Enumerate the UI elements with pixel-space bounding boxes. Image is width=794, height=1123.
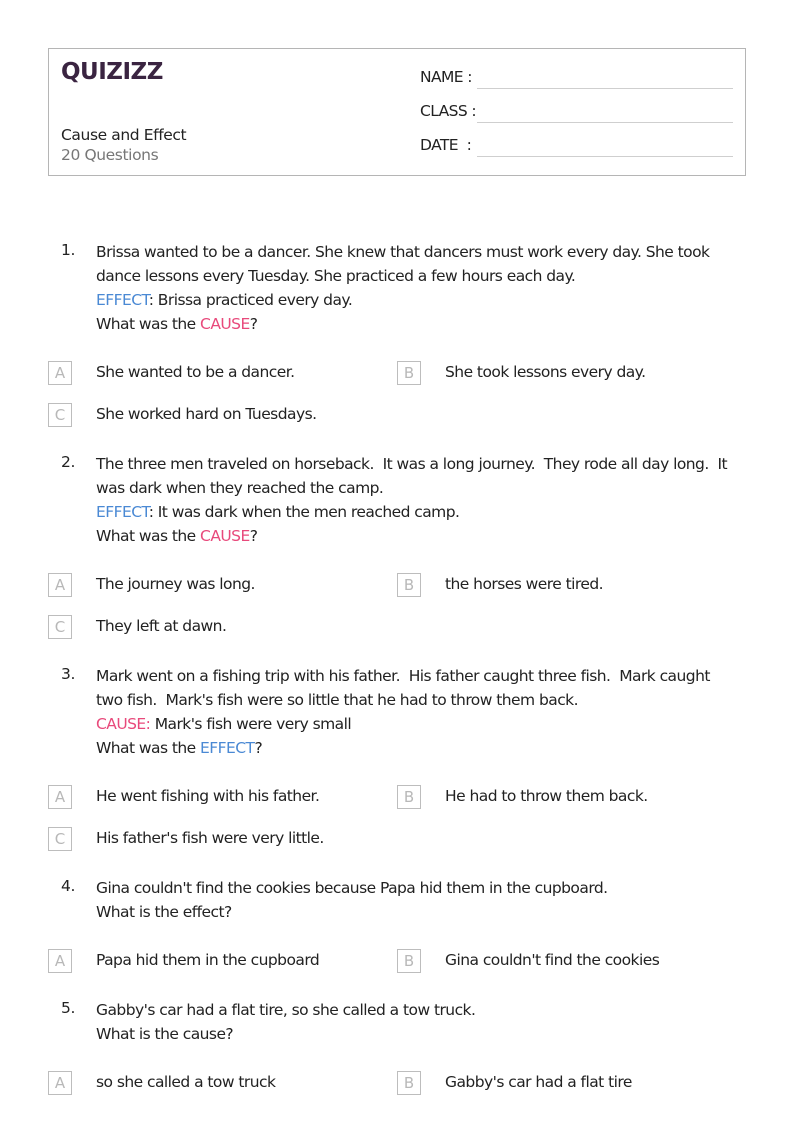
- option-b-text[interactable]: the horses were tired.: [445, 575, 603, 593]
- question-text: [96, 452, 741, 548]
- option-c-box[interactable]: C: [48, 827, 72, 851]
- question-line: What is the cause?: [96, 1025, 234, 1043]
- question-line: What is the effect?: [96, 903, 232, 921]
- class-field[interactable]: [420, 102, 734, 126]
- option-a-box[interactable]: A: [48, 785, 72, 809]
- question-text: [96, 240, 741, 336]
- prompt-suffix: ?: [249, 527, 258, 545]
- question-line: dance lessons every Tuesday. She practiced a few hours each day.: [96, 267, 576, 285]
- option-b-box[interactable]: B: [397, 949, 421, 973]
- worksheet-title: Cause and Effect: [61, 126, 187, 144]
- option-c-text[interactable]: She worked hard on Tuesdays.: [96, 405, 317, 423]
- given-text: Mark's fish were very small: [150, 715, 352, 733]
- prompt-suffix: ?: [254, 739, 263, 757]
- question-number: 4.: [61, 877, 75, 895]
- option-a-box[interactable]: A: [48, 1071, 72, 1095]
- date-line[interactable]: [477, 156, 733, 157]
- option-a-text[interactable]: Papa hid them in the cupboard: [96, 951, 320, 969]
- prompt: [96, 736, 741, 760]
- prompt-prefix: What was the: [96, 739, 201, 757]
- effect-label: EFFECT: [96, 291, 149, 309]
- option-a-text[interactable]: so she called a tow truck: [96, 1073, 276, 1091]
- prompt-suffix: ?: [249, 315, 258, 333]
- question-number: 5.: [61, 999, 75, 1017]
- date-field[interactable]: [420, 136, 734, 160]
- name-label: NAME :: [420, 68, 472, 86]
- effect-label: EFFECT: [96, 503, 149, 521]
- option-c-box[interactable]: C: [48, 615, 72, 639]
- option-b-text[interactable]: Gina couldn't find the cookies: [445, 951, 660, 969]
- question-line: Mark went on a fishing trip with his father. His father caught three fish. Mark caught: [96, 667, 710, 685]
- given-statement: [96, 712, 741, 736]
- class-line[interactable]: [477, 122, 733, 123]
- question-line: Gina couldn't find the cookies because Papa hid them in the cupboard.: [96, 879, 608, 897]
- cause-keyword: CAUSE: [200, 315, 250, 333]
- prompt-prefix: What was the: [96, 315, 201, 333]
- question-text: [96, 876, 741, 924]
- option-a-box[interactable]: A: [48, 361, 72, 385]
- given-text: It was dark when the men reached camp.: [153, 503, 460, 521]
- question-number: 1.: [61, 241, 75, 259]
- option-a-box[interactable]: A: [48, 949, 72, 973]
- question-line: was dark when they reached the camp.: [96, 479, 384, 497]
- quizizz-logo: QUIZIZZ: [61, 59, 163, 85]
- option-b-box[interactable]: B: [397, 361, 421, 385]
- effect-keyword: EFFECT: [200, 739, 255, 757]
- option-c-text[interactable]: His father's fish were very little.: [96, 829, 324, 847]
- cause-keyword: CAUSE: [200, 527, 250, 545]
- given-statement: [96, 500, 741, 524]
- option-a-text[interactable]: He went fishing with his father.: [96, 787, 320, 805]
- option-b-box[interactable]: B: [397, 1071, 421, 1095]
- given-statement: [96, 288, 741, 312]
- cause-label: CAUSE:: [96, 715, 151, 733]
- given-text: Brissa practiced every day.: [153, 291, 353, 309]
- question-line: Gabby's car had a flat tire, so she called a tow truck.: [96, 1001, 476, 1019]
- option-c-text[interactable]: They left at dawn.: [96, 617, 227, 635]
- worksheet-header: [48, 48, 746, 176]
- question-text: [96, 664, 741, 760]
- question-number: 2.: [61, 453, 75, 471]
- option-a-text[interactable]: The journey was long.: [96, 575, 255, 593]
- question-count: 20 Questions: [61, 146, 159, 164]
- option-c-box[interactable]: C: [48, 403, 72, 427]
- option-a-text[interactable]: She wanted to be a dancer.: [96, 363, 295, 381]
- question-line: The three men traveled on horseback. It was a long journey. They rode all day long. It: [96, 455, 728, 473]
- option-b-text[interactable]: He had to throw them back.: [445, 787, 648, 805]
- option-b-text[interactable]: She took lessons every day.: [445, 363, 646, 381]
- date-label: DATE :: [420, 136, 472, 154]
- option-b-box[interactable]: B: [397, 573, 421, 597]
- question-number: 3.: [61, 665, 75, 683]
- separator: :: [148, 291, 154, 309]
- option-a-box[interactable]: A: [48, 573, 72, 597]
- separator: :: [148, 503, 154, 521]
- class-label: CLASS :: [420, 102, 477, 120]
- name-field[interactable]: [420, 68, 734, 92]
- name-line[interactable]: [477, 88, 733, 89]
- question-line: Brissa wanted to be a dancer. She knew that dancers must work every day. She took: [96, 243, 710, 261]
- prompt: [96, 312, 741, 336]
- option-b-text[interactable]: Gabby's car had a flat tire: [445, 1073, 632, 1091]
- prompt-prefix: What was the: [96, 527, 201, 545]
- question-line: two fish. Mark's fish were so little that he had to throw them back.: [96, 691, 578, 709]
- question-text: [96, 998, 741, 1046]
- option-b-box[interactable]: B: [397, 785, 421, 809]
- prompt: [96, 524, 741, 548]
